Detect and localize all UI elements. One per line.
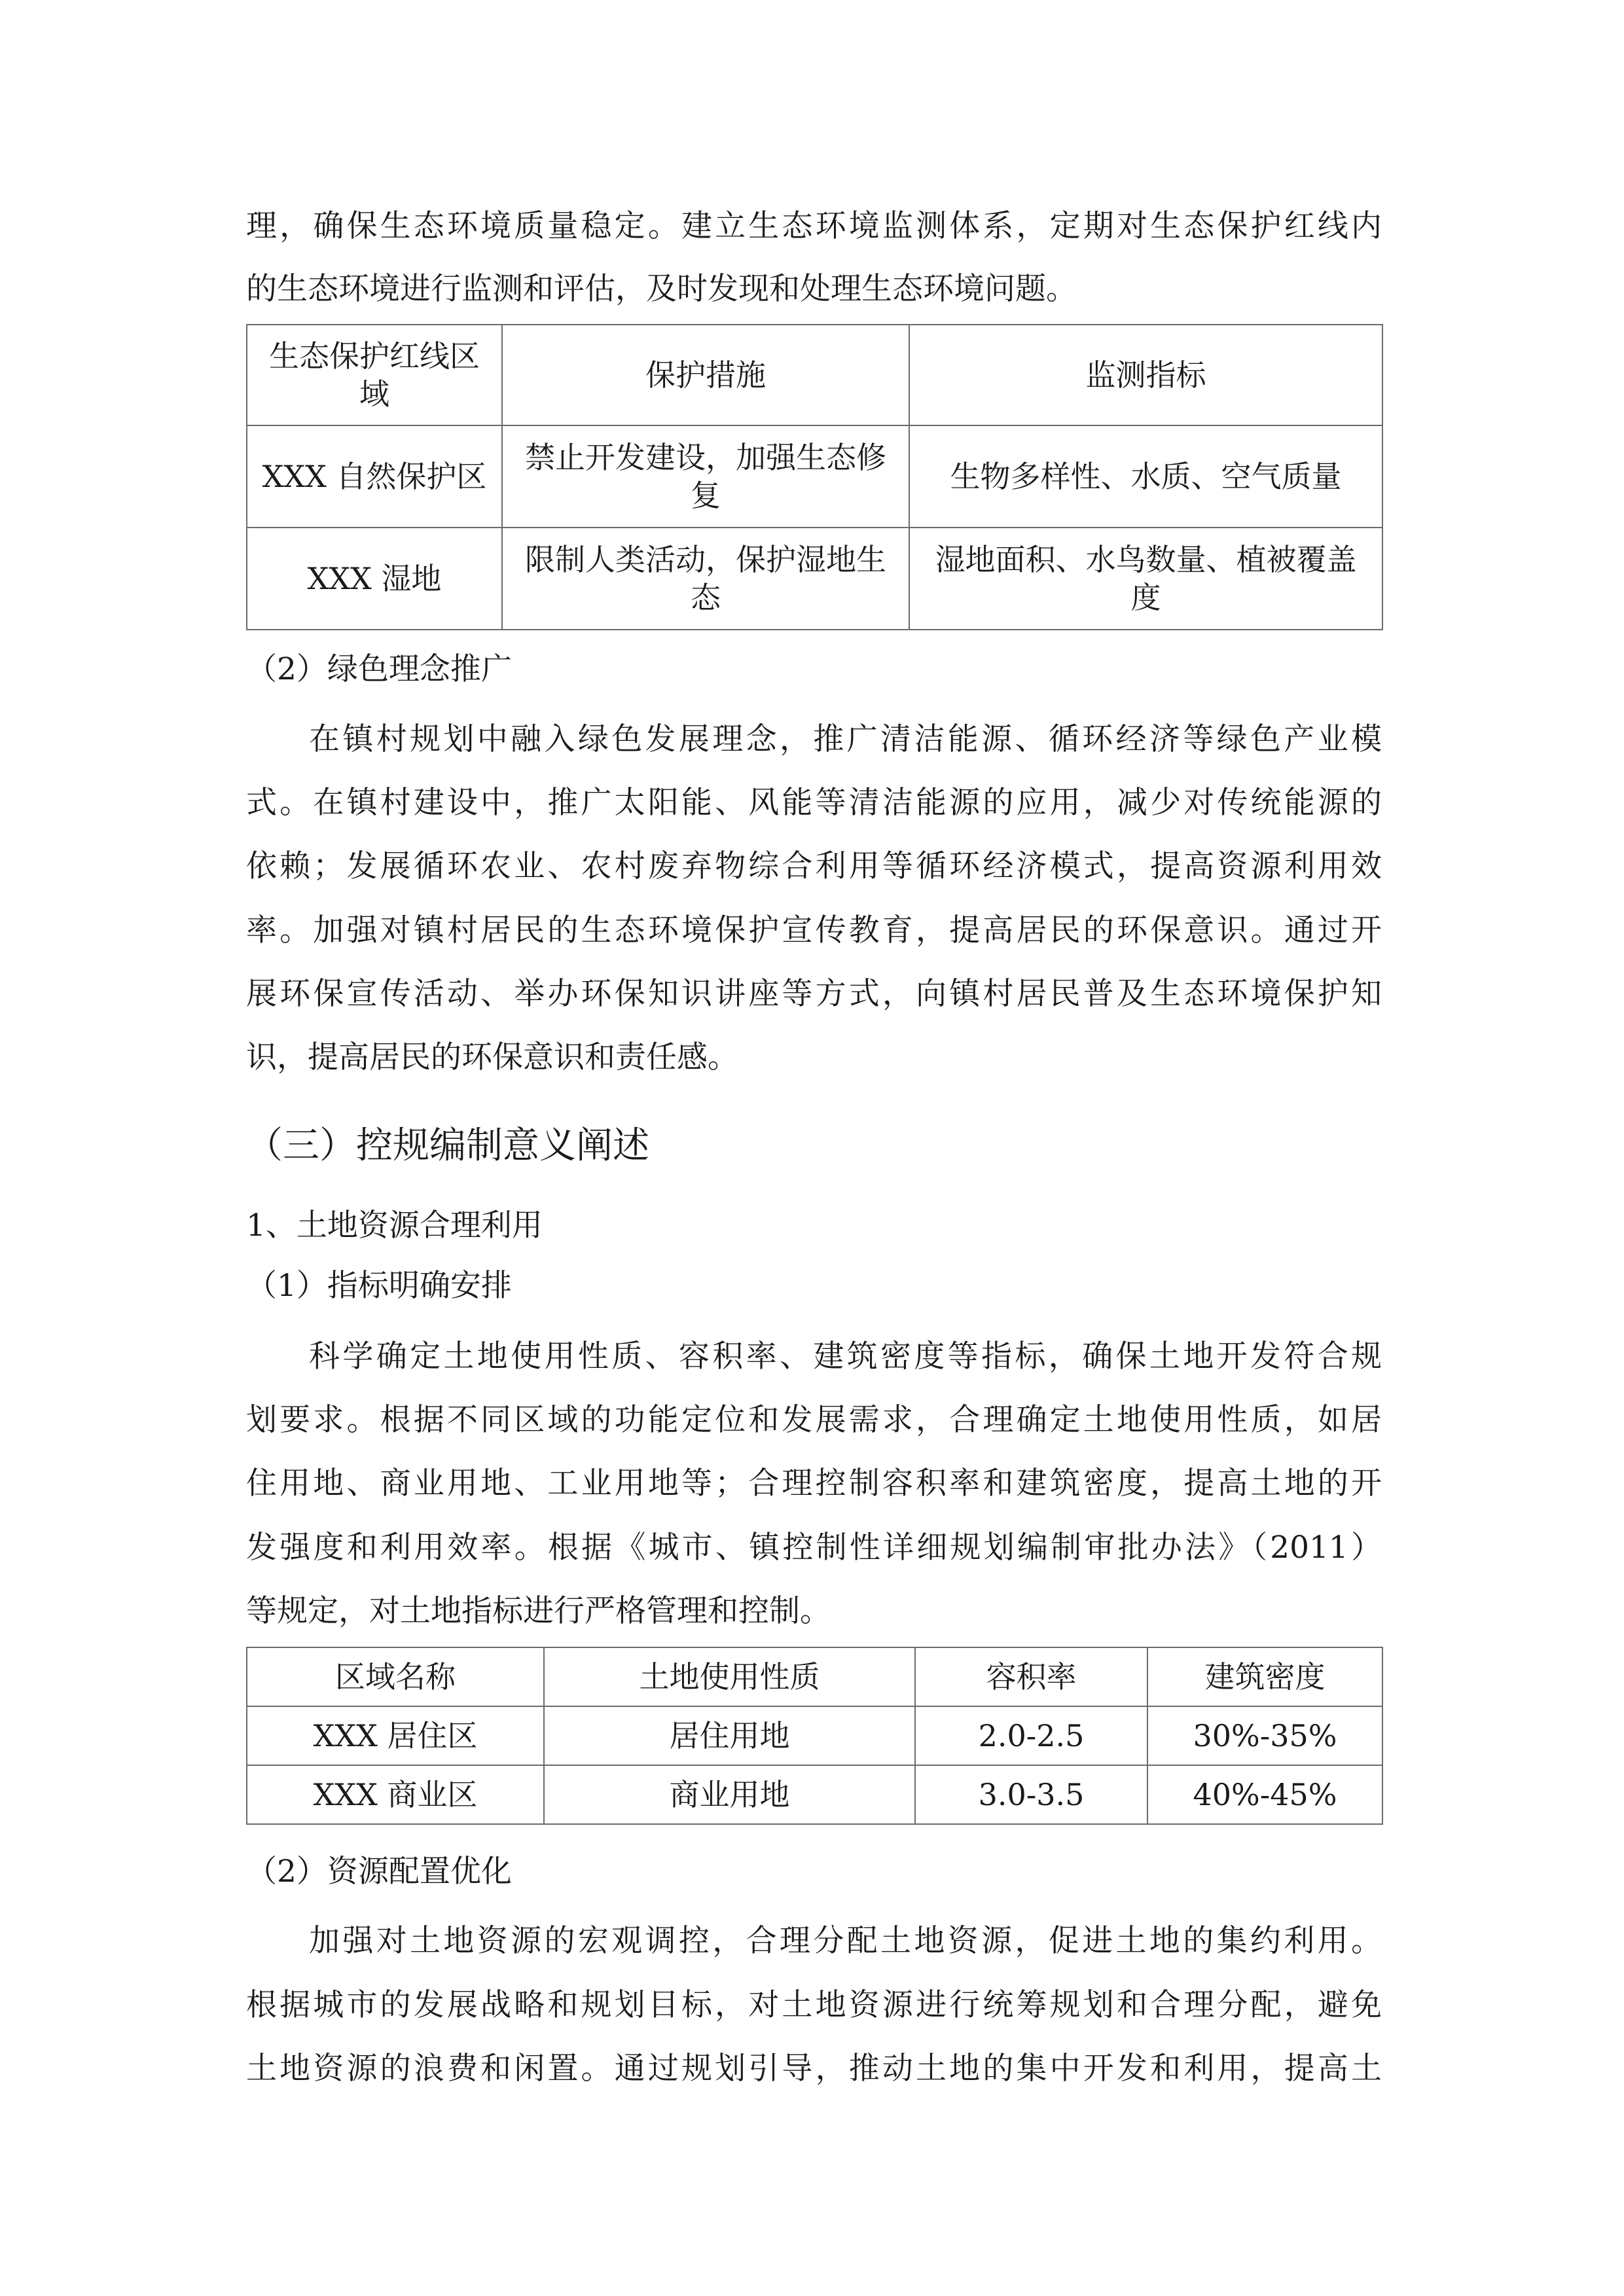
- table-row: [247, 1706, 1382, 1765]
- table-cell: XXX 居住区: [247, 1706, 544, 1765]
- paragraph-line: 加强对土地资源的宏观调控，合理分配土地资源，促进土地的集约利用。: [309, 1923, 1382, 1959]
- table-cell: 2.0-2.5: [915, 1706, 1147, 1765]
- table-header-cell: 保护措施: [502, 325, 909, 425]
- table-row: [247, 1765, 1382, 1824]
- paragraph-line: 展环保宣传活动、举办环保知识讲座等方式，向镇村居民普及生态环境保护知: [246, 976, 1382, 1012]
- paragraph-line: 在镇村规划中融入绿色发展理念，推广清洁能源、循环经济等绿色产业模: [309, 721, 1382, 757]
- table-cell: 居住用地: [544, 1706, 915, 1765]
- table-cell: XXX 自然保护区: [247, 425, 502, 528]
- paragraph-line: 发强度和利用效率。根据《城市、镇控制性详细规划编制审批办法》（2011）: [246, 1530, 1382, 1566]
- ecological-redline-table: [246, 324, 1383, 630]
- table-cell: 限制人类活动，保护湿地生 态: [502, 528, 909, 630]
- table-header-row: [247, 1647, 1382, 1706]
- table-row: [247, 528, 1382, 630]
- paragraph-line: 率。加强对镇村居民的生态环境保护宣传教育，提高居民的环保意识。通过开: [246, 912, 1382, 948]
- chapter-heading: （三）控规编制意义阐述: [246, 1124, 649, 1167]
- subsection-heading: 1、土地资源合理利用: [246, 1208, 543, 1244]
- table-cell: XXX 湿地: [247, 528, 502, 630]
- section-heading: （2）资源配置优化: [246, 1854, 512, 1890]
- table-row: [247, 425, 1382, 528]
- paragraph-line: 科学确定土地使用性质、容积率、建筑密度等指标，确保土地开发符合规: [309, 1338, 1382, 1374]
- section-heading: （2）绿色理念推广: [246, 651, 512, 687]
- table-header-cell: 区域名称: [247, 1647, 544, 1706]
- table-header-cell: 监测指标: [909, 325, 1382, 425]
- paragraph-line: 等规定，对土地指标进行严格管理和控制。: [246, 1593, 831, 1629]
- item-heading: （1）指标明确安排: [246, 1268, 512, 1304]
- paragraph-line: 的生态环境进行监测和评估，及时发现和处理生态环境问题。: [246, 271, 1077, 307]
- table-cell: 生物多样性、水质、空气质量: [909, 425, 1382, 528]
- paragraph-line: 识，提高居民的环保意识和责任感。: [246, 1039, 738, 1075]
- table-header-cell: 建筑密度: [1147, 1647, 1382, 1706]
- table-header-row: [247, 325, 1382, 425]
- table-cell: 3.0-3.5: [915, 1765, 1147, 1824]
- paragraph-line: 划要求。根据不同区域的功能定位和发展需求，合理确定土地使用性质，如居: [246, 1402, 1382, 1438]
- table-header-cell: 生态保护红线区 域: [247, 325, 502, 425]
- table-cell: 商业用地: [544, 1765, 915, 1824]
- table-cell: 40%-45%: [1147, 1765, 1382, 1824]
- table-cell: 禁止开发建设，加强生态修 复: [502, 425, 909, 528]
- paragraph-line: 理，确保生态环境质量稳定。建立生态环境监测体系，定期对生态保护红线内: [246, 208, 1382, 244]
- paragraph-line: 住用地、商业用地、工业用地等；合理控制容积率和建筑密度，提高土地的开: [246, 1465, 1382, 1501]
- table-header-cell: 土地使用性质: [544, 1647, 915, 1706]
- paragraph-line: 式。在镇村建设中，推广太阳能、风能等清洁能源的应用，减少对传统能源的: [246, 785, 1382, 821]
- paragraph-line: 土地资源的浪费和闲置。通过规划引导，推动土地的集中开发和利用，提高土: [246, 2051, 1382, 2087]
- paragraph-line: 根据城市的发展战略和规划目标，对土地资源进行统筹规划和合理分配，避免: [246, 1987, 1382, 2023]
- table-cell: 湿地面积、水鸟数量、植被覆盖 度: [909, 528, 1382, 630]
- land-use-indicator-table: [246, 1647, 1383, 1825]
- paragraph-line: 依赖；发展循环农业、农村废弃物综合利用等循环经济模式，提高资源利用效: [246, 848, 1382, 884]
- table-header-cell: 容积率: [915, 1647, 1147, 1706]
- table-cell: XXX 商业区: [247, 1765, 544, 1824]
- table-cell: 30%-35%: [1147, 1706, 1382, 1765]
